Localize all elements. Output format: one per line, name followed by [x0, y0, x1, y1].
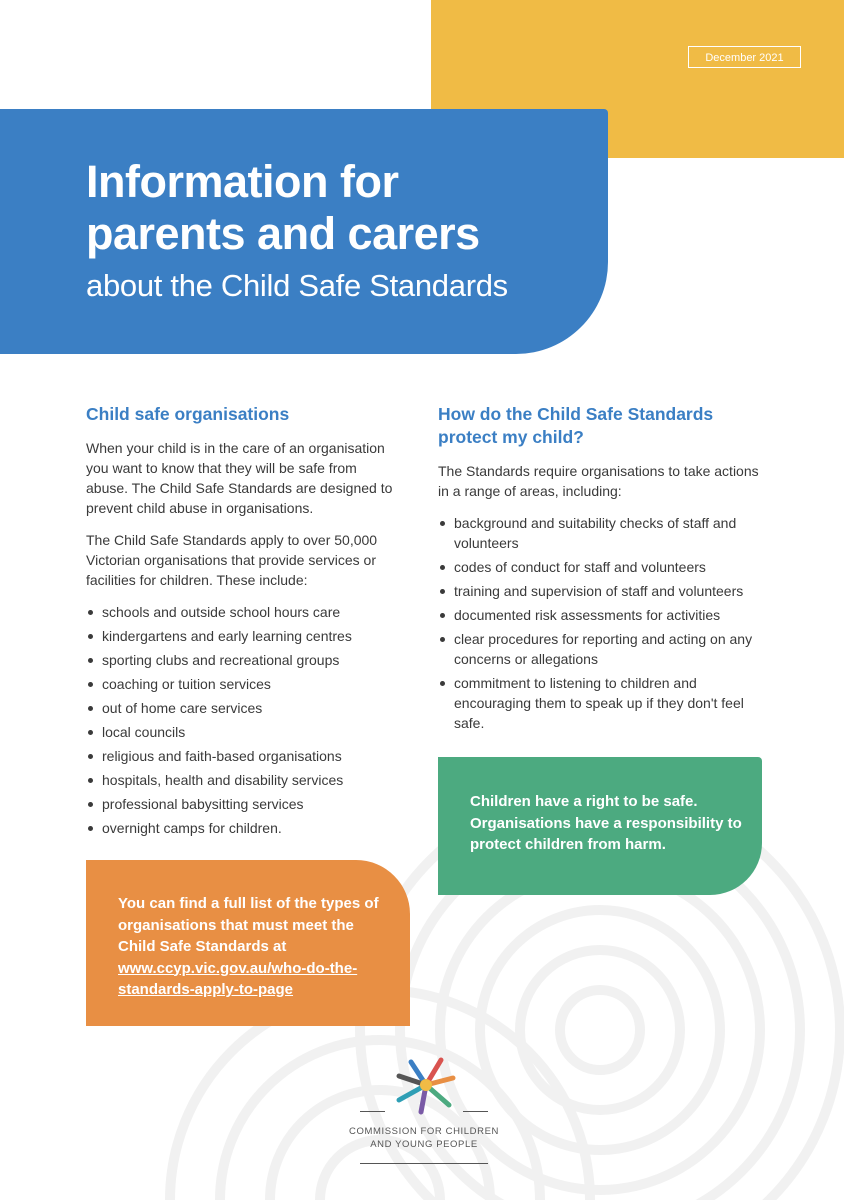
logo-rule-left	[360, 1111, 385, 1112]
heading-line-1: How do the Child Safe Standards	[438, 404, 714, 424]
list-item: kindergartens and early learning centres	[86, 626, 396, 646]
organisation-name	[324, 1125, 524, 1151]
action-areas-list	[438, 513, 768, 733]
rights-callout-text: Children have a right to be safe. Organisations have a responsibility to protect children from harm.	[470, 793, 742, 853]
heading-line-2: protect my child?	[438, 427, 584, 447]
intro-paragraph: When your child is in the care of an organisation you want to know that they will be safe from abuse. The Child Safe Standards are designed to prevent child abuse in organisations.	[86, 440, 393, 516]
title-line-1: Information for	[86, 156, 399, 207]
ccyp-logo-icon	[391, 1050, 461, 1120]
list-item: local councils	[86, 722, 396, 742]
how-standards-protect-heading	[438, 403, 768, 449]
standards-apply-paragraph: The Child Safe Standards apply to over 50,000 Victorian organisations that provide services or facilities for children. These include:	[86, 532, 378, 588]
full-list-link[interactable]: www.ccyp.vic.gov.au/who-do-the-standards-apply-to-page	[118, 959, 358, 998]
list-item: schools and outside school hours care	[86, 602, 396, 622]
page-subtitle: about the Child Safe Standards	[86, 268, 508, 303]
date-badge: December 2021	[688, 46, 801, 68]
page-title	[86, 156, 480, 260]
list-item: clear procedures for reporting and acting on any concerns or allegations	[438, 629, 768, 669]
full-list-callout	[86, 860, 410, 1026]
list-item: sporting clubs and recreational groups	[86, 650, 396, 670]
footer-rule	[360, 1163, 488, 1164]
list-item: coaching or tuition services	[86, 674, 396, 694]
full-list-callout-text: You can find a full list of the types of organisations that must meet the Child Safe Standards at	[118, 895, 379, 955]
list-item: codes of conduct for staff and volunteers	[438, 557, 768, 577]
list-item: commitment to listening to children and encouraging them to speak up if they don't feel safe.	[438, 673, 768, 733]
logo-rule-right	[463, 1111, 488, 1112]
child-safe-organisations-heading: Child safe organisations	[86, 404, 290, 424]
title-line-2: parents and carers	[86, 208, 480, 259]
list-item: documented risk assessments for activities	[438, 605, 768, 625]
list-item: out of home care services	[86, 698, 396, 718]
org-name-line-2: AND YOUNG PEOPLE	[370, 1139, 478, 1150]
left-column	[86, 403, 396, 842]
list-item: hospitals, health and disability services	[86, 770, 396, 790]
list-item: training and supervision of staff and volunteers	[438, 581, 768, 601]
right-column	[438, 403, 768, 737]
list-item: background and suitability checks of staff and volunteers	[438, 513, 768, 553]
list-item: overnight camps for children.	[86, 818, 396, 838]
rights-callout	[438, 757, 762, 895]
organisation-types-list	[86, 602, 396, 838]
org-name-line-1: COMMISSION FOR CHILDREN	[349, 1126, 499, 1137]
list-item: religious and faith-based organisations	[86, 746, 396, 766]
standards-intro-paragraph: The Standards require organisations to take actions in a range of areas, including:	[438, 463, 759, 499]
list-item: professional babysitting services	[86, 794, 396, 814]
